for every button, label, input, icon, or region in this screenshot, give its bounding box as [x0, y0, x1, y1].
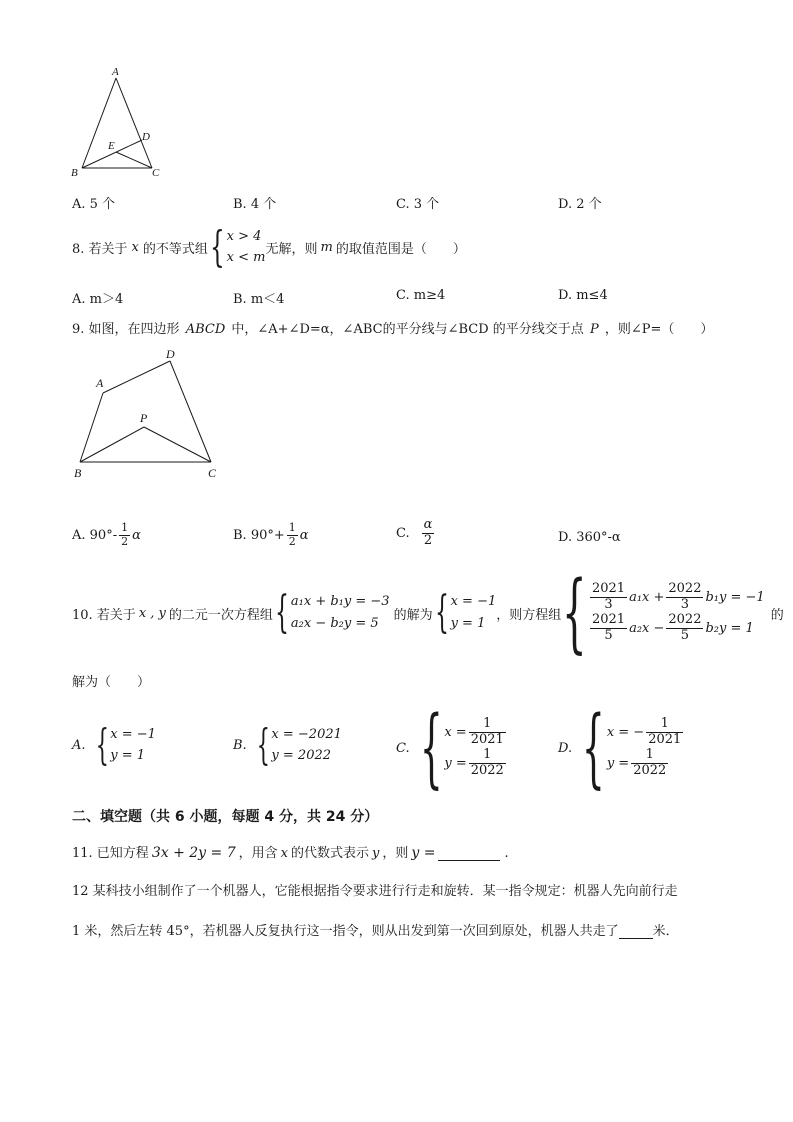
q10-frac-2 [666, 582, 703, 613]
q9-opt-a-frac [119, 522, 130, 548]
q11-y: y [371, 846, 380, 861]
q10-frac-4 [666, 613, 703, 644]
q10-f2-tail: b₁y = −1 [705, 590, 765, 606]
q12-line1: 12 某科技小组制作了一个机器人，它能根据指令要求进行行走和旋转．某一指令规定：机器人先向前行走 [72, 884, 678, 899]
q7-option-c[interactable]: C. 3 个 [396, 197, 440, 212]
q10-frac-3 [590, 613, 627, 644]
q11-x: x [280, 846, 288, 861]
q10-text-c: 的解为 [393, 607, 433, 623]
q9-option-a[interactable] [72, 522, 141, 548]
q9-p: P [589, 322, 599, 337]
frac-num: 2021 [591, 581, 626, 597]
q10-brace-1: { [274, 587, 289, 638]
q10-opt-b-label: B. [233, 737, 247, 753]
q10-eq1: a₁x + b₁y = −3 [290, 594, 390, 609]
q9-text-b: 中，∠A+∠D=α，∠ABC的平分线与∠BCD [231, 322, 489, 337]
q10-f4-tail: b₂y = 1 [705, 620, 754, 636]
q11-text-a: 11. 已知方程 [72, 846, 149, 861]
q9-text-c: 的平分线交于点 [492, 322, 584, 337]
frac-num: 2021 [591, 612, 626, 627]
q10-sol1: x = −1 [450, 594, 497, 609]
q10-opt-c-label: C. [396, 740, 410, 756]
q9-text-a: 9. 如图，在四边形 [72, 322, 180, 337]
q9-opt-a-post: α [132, 527, 141, 543]
q8-suffix-a: 无解，则 [265, 241, 318, 257]
frac-num: 1 [469, 748, 506, 764]
q12-line2 [72, 920, 679, 939]
q10-option-d[interactable] [558, 698, 685, 798]
q10-opt-d-y-frac [631, 748, 668, 779]
frac-num: 1 [631, 748, 668, 764]
q7-option-b[interactable]: B. 4 个 [233, 197, 277, 212]
q8-mid: 的不等式组 [142, 241, 208, 257]
q10-opt-a-line1: x = −1 [110, 727, 156, 742]
q10-opt-a-system [110, 724, 156, 766]
q9-opt-d-text: D. 360°-α [558, 530, 621, 545]
frac-den: 2021 [648, 732, 682, 748]
q9-label-p: P [140, 411, 148, 425]
q11-y-eq: y = [411, 845, 436, 861]
q10-sol2: y = 1 [450, 616, 486, 631]
label-d: D [142, 131, 150, 143]
triangle-figure [68, 64, 168, 182]
q8-option-d[interactable]: D. m≤4 [558, 288, 608, 303]
q10-opt-c-x [444, 717, 507, 748]
q12-answer-blank[interactable] [619, 924, 653, 939]
q12-line2-text: 1 米，然后左转 45°，若机器人反复执行这一指令，则从出发到第一次回到原处，机器人共走了 [72, 924, 619, 939]
frac-num: 2022 [668, 612, 702, 627]
q9-option-d[interactable] [558, 530, 621, 545]
q8-option-c[interactable]: C. m≥4 [396, 288, 446, 303]
q10-opt-b-line2: y = 2022 [271, 748, 332, 763]
q10-eq2: a₂x − b₂y = 5 [290, 616, 379, 631]
q9-label-d: D [166, 347, 175, 361]
q8-option-a[interactable]: A. m＞4 [72, 292, 124, 307]
q10-vars: x , y [138, 605, 166, 621]
frac-num: α [423, 517, 433, 532]
label-c: C [152, 167, 160, 179]
q10-text-b: 的二元一次方程组 [168, 607, 273, 623]
q8-var: x [131, 239, 139, 255]
q8-stem [72, 222, 466, 271]
q10-opt-d-label: D. [558, 740, 573, 756]
q11-text-d: ，则 [382, 846, 409, 861]
q10-opt-c-x-lhs: x = [444, 725, 467, 741]
q10-opt-d-y [607, 748, 685, 779]
q10-system-2 [451, 591, 497, 635]
frac-den: 5 [680, 627, 690, 643]
label-b: B [71, 167, 78, 179]
q10-option-b[interactable] [233, 720, 342, 769]
frac-num: 1 [121, 521, 129, 534]
q10-opt-a-brace: { [95, 720, 109, 769]
q10-frac-1 [590, 582, 627, 613]
frac-den: 2 [288, 534, 296, 548]
q10-row-1 [588, 582, 765, 613]
q9-text-d: ，则∠P=（ ） [604, 322, 714, 337]
frac-num: 1 [646, 717, 683, 733]
label-e: E [108, 140, 115, 152]
q8-m: m [320, 239, 333, 255]
q10-opt-b-brace: { [256, 720, 270, 769]
q11-eq: 3x + 2y = 7 [151, 845, 236, 861]
q9-opt-b-frac [287, 522, 298, 548]
q9-opt-c-frac [422, 518, 435, 549]
q10-opt-d-brace: { [581, 698, 605, 798]
q10-opt-b-system [271, 724, 341, 766]
q10-opt-c-y-frac [469, 748, 506, 779]
q10-system-1 [291, 591, 390, 635]
q9-label-b: B [74, 466, 82, 480]
q10-opt-c-brace: { [419, 698, 443, 798]
frac-num: 2022 [668, 581, 702, 597]
q10-opt-c-y [444, 748, 507, 779]
q8-brace: { [209, 222, 225, 271]
q9-opt-c-pre: C. [396, 525, 410, 541]
q9-opt-b-pre: B. 90°+ [233, 527, 285, 543]
q10-row-2 [588, 613, 765, 644]
q10-stem-line2: 解为（ ） [72, 675, 151, 690]
q10-brace-2: { [434, 587, 449, 638]
q10-opt-a-line2: y = 1 [110, 748, 146, 763]
q9-abcd: ABCD [185, 322, 226, 337]
q8-suffix-b: 的取值范围是（ ） [335, 241, 466, 257]
q8-ineq2: x < m [226, 250, 266, 265]
frac-den: 2022 [470, 762, 504, 778]
q10-opt-d-x-frac [646, 717, 683, 748]
q9-label-a: A [96, 376, 104, 390]
q10-text-a: 10. 若关于 [72, 607, 136, 623]
q9-stem [72, 318, 713, 337]
q10-f1-mid: a₁x + [629, 590, 665, 606]
frac-den: 2021 [470, 732, 504, 748]
q10-option-c[interactable] [396, 698, 508, 798]
frac-den: 2 [121, 534, 129, 548]
q10-text-e: 的 [770, 607, 784, 623]
frac-den: 5 [604, 627, 613, 643]
q8-option-b[interactable]: B. m＜4 [233, 292, 285, 307]
frac-den: 3 [604, 597, 613, 613]
label-a: A [112, 66, 119, 78]
q10-opt-d-y-lhs: y = [606, 755, 630, 771]
q10-f3-mid: a₂x − [629, 620, 665, 636]
section-heading: 二、填空题（共 6 小题，每题 4 分，共 24 分） [72, 809, 379, 825]
q10-stem [72, 563, 784, 663]
q10-option-a[interactable] [72, 720, 156, 769]
q8-prefix: 8. 若关于 [72, 241, 128, 257]
frac-den: 2 [423, 532, 433, 548]
q7-option-d[interactable]: D. 2 个 [558, 197, 602, 212]
frac-num: 1 [469, 717, 506, 733]
quadrilateral-figure [68, 345, 228, 483]
q10-opt-d-x-lhs: x = − [606, 725, 645, 741]
q10-opt-d-system [607, 717, 685, 779]
q10-brace-3: { [562, 563, 587, 663]
q9-opt-a-pre: A. 90°- [72, 527, 118, 543]
q10-system-3 [588, 582, 765, 644]
frac-den: 3 [680, 597, 690, 613]
q9-label-c: C [208, 466, 217, 480]
q10-opt-c-y-lhs: y = [444, 755, 467, 771]
frac-den: 2022 [633, 762, 667, 778]
q11-stem [72, 842, 509, 861]
q10-opt-a-label: A. [72, 737, 86, 753]
q10-opt-c-x-frac [469, 717, 506, 748]
q9-opt-b-post: α [299, 527, 309, 543]
q7-option-a[interactable]: A. 5 个 [72, 197, 116, 212]
q11-text-b: ，用含 [238, 846, 278, 861]
frac-num: 1 [288, 521, 296, 534]
q10-opt-c-system [444, 717, 507, 779]
q10-text-d: ，则方程组 [496, 607, 562, 623]
q11-answer-blank[interactable] [438, 846, 500, 861]
q11-text-c: 的代数式表示 [290, 846, 369, 861]
q11-end: . [504, 846, 509, 861]
q8-system [227, 226, 266, 268]
q10-opt-d-x [607, 717, 685, 748]
q10-opt-b-line1: x = −2021 [271, 727, 342, 742]
q9-option-c[interactable] [396, 518, 436, 549]
q12-line2-end: 米． [652, 924, 679, 939]
q8-ineq1: x > 4 [226, 229, 262, 244]
q9-option-b[interactable] [233, 522, 309, 548]
